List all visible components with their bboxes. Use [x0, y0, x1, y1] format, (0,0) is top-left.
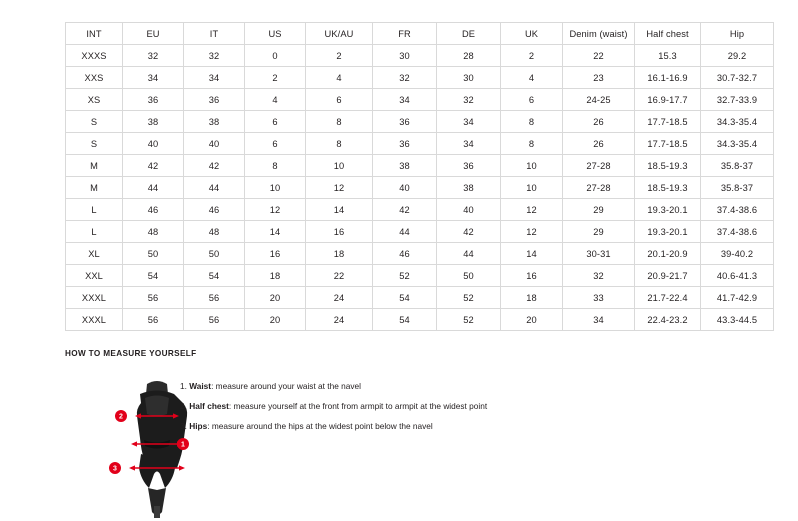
column-header-it: IT [184, 23, 245, 45]
cell: M [66, 177, 123, 199]
cell: 24 [306, 309, 373, 331]
instruction-term: Hips [189, 421, 208, 431]
cell: 42 [123, 155, 184, 177]
table-row [66, 243, 774, 265]
cell: 36 [123, 89, 184, 111]
measure-instructions [180, 381, 700, 441]
cell: 35.8-37 [701, 155, 774, 177]
column-header-denim-waist: Denim (waist) [563, 23, 635, 45]
column-header-de: DE [437, 23, 501, 45]
column-header-int: INT [66, 23, 123, 45]
column-header-fr: FR [373, 23, 437, 45]
cell: 34 [437, 111, 501, 133]
cell: 48 [123, 221, 184, 243]
cell: 18 [501, 287, 563, 309]
table-row [66, 45, 774, 67]
cell: 33 [563, 287, 635, 309]
cell: 14 [501, 243, 563, 265]
cell: 15.3 [635, 45, 701, 67]
cell: 16.9-17.7 [635, 89, 701, 111]
hips-arrow-right [179, 465, 185, 470]
cell: XXXS [66, 45, 123, 67]
cell: 8 [501, 133, 563, 155]
cell: 37.4-38.6 [701, 199, 774, 221]
column-header-hip: Hip [701, 23, 774, 45]
cell: 29 [563, 199, 635, 221]
cell: 39-40.2 [701, 243, 774, 265]
cell: XS [66, 89, 123, 111]
cell: S [66, 133, 123, 155]
cell: 41.7-42.9 [701, 287, 774, 309]
cell: 18.5-19.3 [635, 155, 701, 177]
cell: 16 [306, 221, 373, 243]
instruction-item-waist [180, 381, 700, 392]
cell: 42 [184, 155, 245, 177]
cell: 52 [437, 287, 501, 309]
cell: 28 [437, 45, 501, 67]
table-row [66, 67, 774, 89]
cell: 44 [123, 177, 184, 199]
cell: 6 [306, 89, 373, 111]
cell: 37.4-38.6 [701, 221, 774, 243]
table-row [66, 89, 774, 111]
cell: S [66, 111, 123, 133]
cell: 16 [245, 243, 306, 265]
cell: 44 [373, 221, 437, 243]
cell: 14 [306, 199, 373, 221]
table-row [66, 309, 774, 331]
cell: 2 [245, 67, 306, 89]
cell: 6 [245, 133, 306, 155]
cell: 36 [184, 89, 245, 111]
cell: 8 [501, 111, 563, 133]
cell: 40 [437, 199, 501, 221]
instruction-number: 1. [180, 381, 187, 391]
instruction-item-hips [180, 421, 700, 432]
cell: 54 [373, 309, 437, 331]
cell: 48 [184, 221, 245, 243]
cell: 34 [184, 67, 245, 89]
cell: 32 [184, 45, 245, 67]
table-row [66, 287, 774, 309]
cell: 32 [123, 45, 184, 67]
size-chart-container [65, 22, 758, 331]
column-header-uk: UK [501, 23, 563, 45]
cell: 40 [123, 133, 184, 155]
cell: 46 [123, 199, 184, 221]
cell: 30 [437, 67, 501, 89]
cell: 18.5-19.3 [635, 177, 701, 199]
cell: XXXL [66, 309, 123, 331]
cell: 35.8-37 [701, 177, 774, 199]
table-row [66, 133, 774, 155]
cell: 22.4-23.2 [635, 309, 701, 331]
cell: 32 [373, 67, 437, 89]
cell: 26 [563, 111, 635, 133]
mannequin-stand [154, 506, 160, 518]
cell: 56 [123, 309, 184, 331]
cell: 34.3-35.4 [701, 133, 774, 155]
cell: 46 [184, 199, 245, 221]
table-row [66, 265, 774, 287]
cell: 38 [123, 111, 184, 133]
table-row [66, 199, 774, 221]
cell: 22 [306, 265, 373, 287]
cell: 6 [501, 89, 563, 111]
cell: 17.7-18.5 [635, 133, 701, 155]
hips-arrow-left [129, 465, 135, 470]
cell: 32 [437, 89, 501, 111]
cell: 22 [563, 45, 635, 67]
table-row [66, 111, 774, 133]
cell: L [66, 199, 123, 221]
cell: 23 [563, 67, 635, 89]
instruction-number: 3. [180, 421, 187, 431]
instruction-text: : measure around your waist at the navel [211, 381, 361, 391]
cell: 17.7-18.5 [635, 111, 701, 133]
cell: 34.3-35.4 [701, 111, 774, 133]
instruction-item-half-chest [180, 401, 700, 412]
cell: 16.1-16.9 [635, 67, 701, 89]
cell: 10 [245, 177, 306, 199]
cell: 12 [501, 199, 563, 221]
badge-2-label: 2 [119, 413, 123, 421]
table-header [66, 23, 774, 45]
instruction-term: Waist [189, 381, 212, 391]
cell: XL [66, 243, 123, 265]
cell: 14 [245, 221, 306, 243]
cell: 38 [373, 155, 437, 177]
cell: 50 [437, 265, 501, 287]
cell: 19.3-20.1 [635, 199, 701, 221]
waist-arrow-left [131, 441, 137, 446]
cell: M [66, 155, 123, 177]
cell: 34 [373, 89, 437, 111]
instruction-number: 2. [180, 401, 187, 411]
cell: 27-28 [563, 155, 635, 177]
cell: 54 [123, 265, 184, 287]
cell: 2 [501, 45, 563, 67]
how-to-measure-section [65, 349, 745, 473]
table-row [66, 177, 774, 199]
cell: 46 [373, 243, 437, 265]
cell: 54 [184, 265, 245, 287]
column-header-us: US [245, 23, 306, 45]
cell: L [66, 221, 123, 243]
cell: 30.7-32.7 [701, 67, 774, 89]
cell: 44 [184, 177, 245, 199]
cell: 10 [501, 177, 563, 199]
size-chart-table [65, 22, 774, 331]
cell: 16 [501, 265, 563, 287]
cell: XXS [66, 67, 123, 89]
cell: 24-25 [563, 89, 635, 111]
cell: 2 [306, 45, 373, 67]
cell: 50 [184, 243, 245, 265]
cell: 30-31 [563, 243, 635, 265]
cell: 6 [245, 111, 306, 133]
cell: 8 [306, 133, 373, 155]
cell: 32 [563, 265, 635, 287]
cell: 56 [123, 287, 184, 309]
cell: 52 [373, 265, 437, 287]
cell: 29 [563, 221, 635, 243]
cell: XXL [66, 265, 123, 287]
cell: 40 [184, 133, 245, 155]
cell: 56 [184, 287, 245, 309]
cell: XXXL [66, 287, 123, 309]
cell: 26 [563, 133, 635, 155]
cell: 56 [184, 309, 245, 331]
badge-3-label: 3 [113, 465, 117, 473]
cell: 42 [373, 199, 437, 221]
mannequin-bodice [145, 396, 169, 417]
instruction-text: : measure around the hips at the widest point below the navel [207, 421, 433, 431]
cell: 0 [245, 45, 306, 67]
cell: 40 [373, 177, 437, 199]
cell: 29.2 [701, 45, 774, 67]
cell: 18 [306, 243, 373, 265]
cell: 44 [437, 243, 501, 265]
instruction-text: : measure yourself at the front from armpit to armpit at the widest point [228, 401, 488, 411]
cell: 36 [373, 111, 437, 133]
table-row [66, 155, 774, 177]
cell: 40.6-41.3 [701, 265, 774, 287]
cell: 8 [306, 111, 373, 133]
cell: 38 [437, 177, 501, 199]
cell: 20.9-21.7 [635, 265, 701, 287]
cell: 21.7-22.4 [635, 287, 701, 309]
cell: 18 [245, 265, 306, 287]
cell: 43.3-44.5 [701, 309, 774, 331]
how-to-measure-title: HOW TO MEASURE YOURSELF [65, 349, 197, 358]
cell: 38 [184, 111, 245, 133]
cell: 42 [437, 221, 501, 243]
cell: 36 [373, 133, 437, 155]
badge-1-label: 1 [181, 441, 185, 449]
cell: 54 [373, 287, 437, 309]
cell: 12 [306, 177, 373, 199]
cell: 20.1-20.9 [635, 243, 701, 265]
table-body [66, 45, 774, 331]
column-header-half-chest: Half chest [635, 23, 701, 45]
table-header-row [66, 23, 774, 45]
cell: 27-28 [563, 177, 635, 199]
cell: 20 [245, 287, 306, 309]
cell: 10 [501, 155, 563, 177]
table-row [66, 221, 774, 243]
cell: 4 [501, 67, 563, 89]
mannequin-hips [139, 454, 175, 488]
instruction-term: Half chest [189, 401, 229, 411]
cell: 50 [123, 243, 184, 265]
cell: 52 [437, 309, 501, 331]
column-header-uk-au: UK/AU [306, 23, 373, 45]
cell: 19.3-20.1 [635, 221, 701, 243]
cell: 20 [245, 309, 306, 331]
cell: 10 [306, 155, 373, 177]
cell: 12 [245, 199, 306, 221]
column-header-eu: EU [123, 23, 184, 45]
cell: 34 [123, 67, 184, 89]
cell: 34 [437, 133, 501, 155]
cell: 4 [306, 67, 373, 89]
cell: 34 [563, 309, 635, 331]
cell: 8 [245, 155, 306, 177]
cell: 20 [501, 309, 563, 331]
cell: 24 [306, 287, 373, 309]
cell: 30 [373, 45, 437, 67]
cell: 4 [245, 89, 306, 111]
cell: 12 [501, 221, 563, 243]
cell: 36 [437, 155, 501, 177]
cell: 32.7-33.9 [701, 89, 774, 111]
